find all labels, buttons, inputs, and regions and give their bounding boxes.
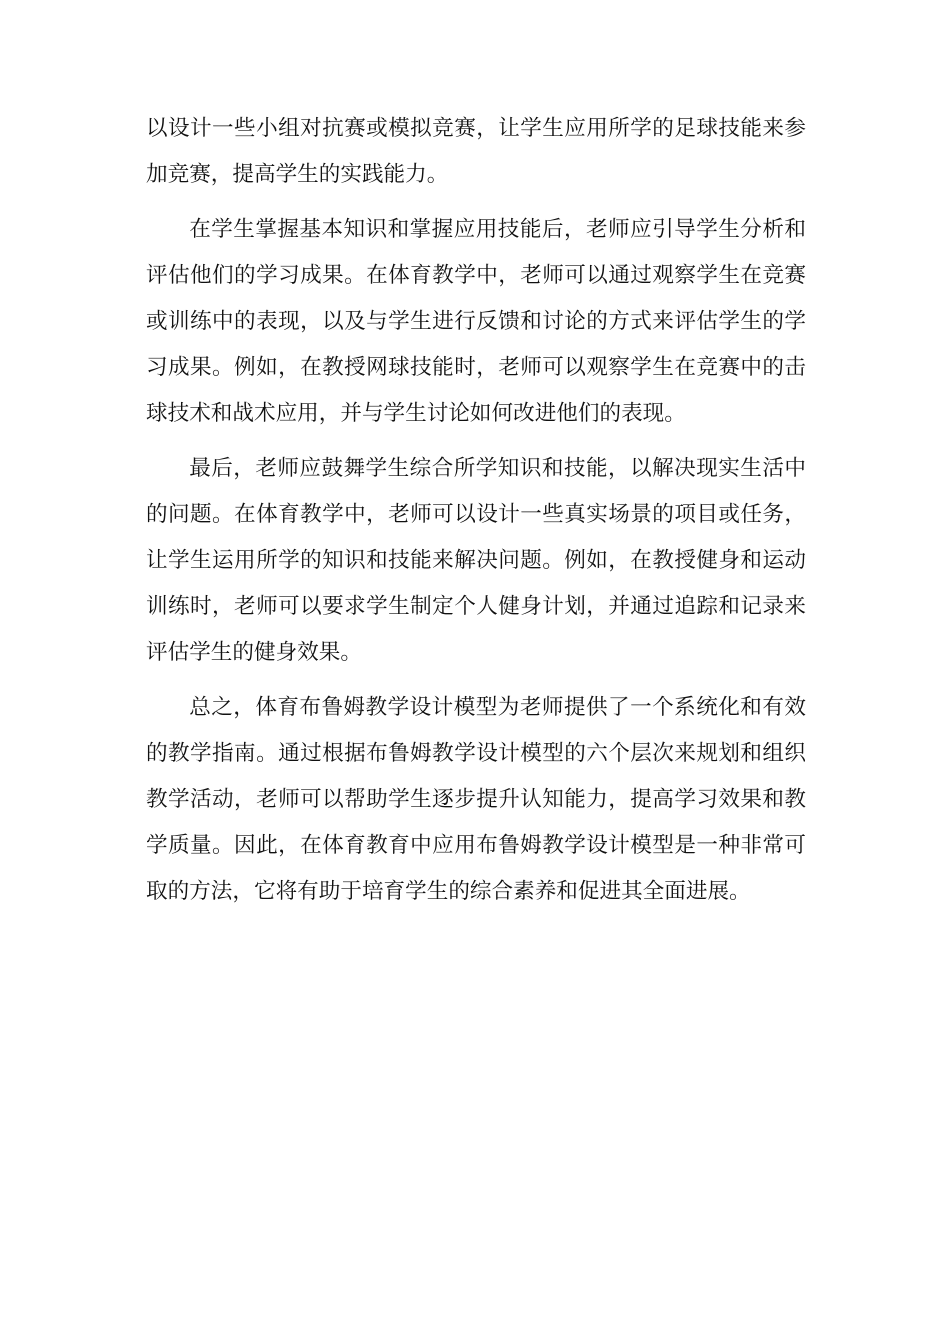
paragraph-conclusion: 总之，体育布鲁姆教学设计模型为老师提供了一个系统化和有效的教学指南。通过根据布鲁姆教学设计模型的六个层次来规划和组织教学活动，老师可以帮助学生逐步提升认知能力，提高学习效果和教学质量。因此，在体育教育中应用布鲁姆教学设计模型是一种非常可取的方法，它将有助于培育学生的综合素养和促进其全面进展。	[146, 695, 806, 904]
paragraph-assessment: 在学生掌握基本知识和掌握应用技能后，老师应引导学生分析和评估他们的学习成果。在体育教学中，老师可以通过观察学生在竞赛或训练中的表现，以及与学生进行反馈和讨论的方式来评估学生的学习成果。例如，在教授网球技能时，老师可以观察学生在竞赛中的击球技术和战术应用，并与学生讨论如何改进他们的表现。	[146, 217, 806, 426]
document-body	[146, 106, 806, 924]
paragraph-application: 最后，老师应鼓舞学生综合所学知识和技能，以解决现实生活中的问题。在体育教学中，老师可以设计一些真实场景的项目或任务，让学生运用所学的知识和技能来解决问题。例如，在教授健身和运动训练时，老师可以要求学生制定个人健身计划，并通过追踪和记录来评估学生的健身效果。	[146, 456, 806, 665]
paragraph-continuation: 以设计一些小组对抗赛或模拟竞赛，让学生应用所学的足球技能来参加竞赛，提高学生的实践能力。	[146, 116, 806, 187]
